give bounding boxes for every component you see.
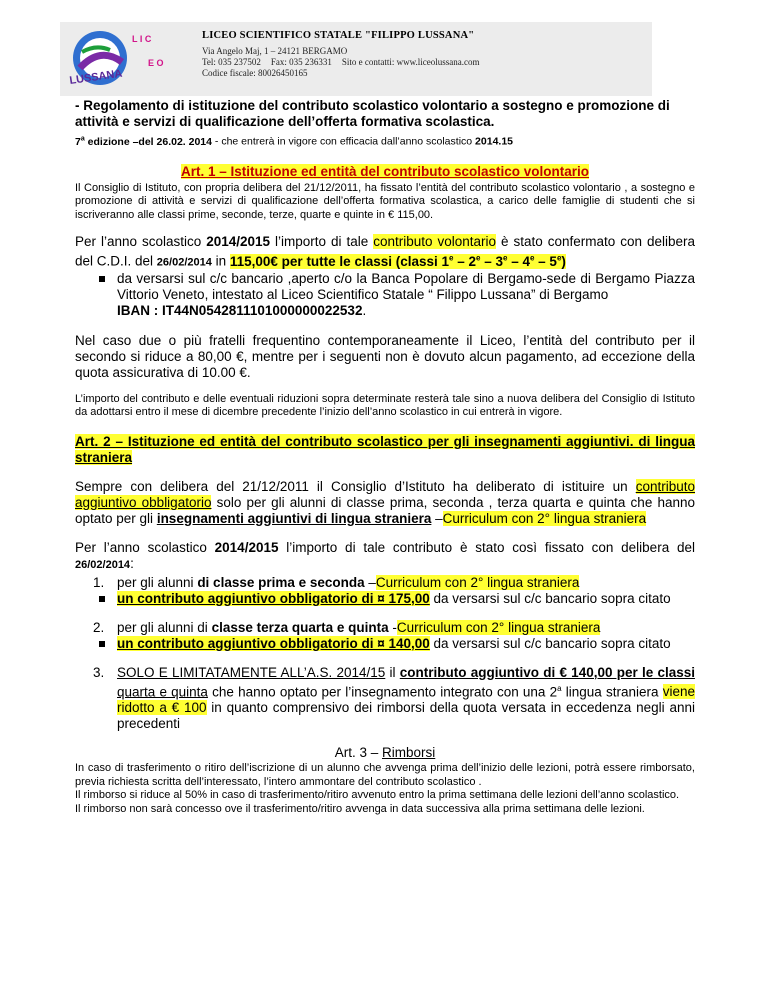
art2-item-1: 1. per gli alunni di classe prima e seconda –Curriculum con 2° lingua straniera — [93, 574, 580, 590]
school-tel: Tel: 035 237502 — [202, 57, 261, 67]
document-title: - Regolamento di istituzione del contributo scolastico volontario a sostegno e promozione di attività e servizi di qualificazione dell’offerta formativa scolastica. — [75, 98, 670, 129]
art2-heading: Art. 2 – Istituzione ed entità del contributo scolastico per gli insegnamenti aggiuntivi. di lingua straniera — [75, 433, 695, 465]
school-address: Via Angelo Maj, 1 – 24121 BERGAMO — [202, 46, 348, 56]
art2-item-2: 2. per gli alunni di classe terza quarta e quinta -Curriculum con 2° lingua straniera — [93, 619, 601, 635]
iban: IBAN : IT44N0542811101000000022532 — [117, 302, 363, 318]
svg-text:L I C: L I C — [132, 34, 152, 44]
letterhead — [60, 22, 652, 96]
art2-item-2-bullet: un contributo aggiuntivo obbligatorio di ¤ 140,00 da versarsi sul c/c bancario sopra citato — [75, 636, 695, 652]
school-name: LICEO SCIENTIFICO STATALE "FILIPPO LUSSANA" — [202, 30, 475, 41]
school-contacts — [202, 46, 480, 79]
art2-paragraph-2: Per l’anno scolastico 2014/2015 l’importo di tale contributo è stato così fissato con delibera del 26/02/2014: — [75, 539, 695, 571]
school-fiscal-code: Codice fiscale: 80026450165 — [202, 68, 308, 78]
school-fax: Fax: 035 236331 — [270, 57, 332, 67]
art2-paragraph-1: Sempre con delibera del 21/12/2011 il Consiglio d’Istituto ha deliberato di istituire un contributo aggiuntivo obbligatorio solo per gli alunni di classe prima, seconda , terza quarta e quinta che hanno optato per gli insegnamenti aggiuntivi di lingua straniera –Curriculum con 2° lingua straniera — [75, 478, 695, 526]
svg-text:LUSSANA: LUSSANA — [68, 67, 124, 87]
document-body — [75, 98, 695, 816]
art1-paragraph-1: Il Consiglio di Istituto, con propria delibera del 21/12/2011, ha fissato l’entità del contributo scolastico volontario , a sostegno e promozione di attività e servizi di qualificazione dell’offerta formativa scolastica, a carico delle famiglie di studenti che si iscriveranno alle classi prime, seconde, terze, quarte e quinte in € 115,00. — [75, 181, 695, 221]
art1-paragraph-4: L’importo del contributo e delle eventuali riduzioni sopra determinate resterà tale sino a nuova delibera del Consiglio di Istituto da adottarsi entro il mese di dicembre precedente l’inizio dell’anno scolastico in cui entrerà in vigore. — [75, 392, 695, 418]
school-logo-icon — [66, 26, 186, 92]
art1-heading: Art. 1 – Istituzione ed entità del contributo scolastico volontario — [180, 163, 590, 179]
art3-paragraph-3: Il rimborso non sarà concesso ove il trasferimento/ritiro avvenga in data successiva alla prima settimana delle lezioni. — [75, 802, 645, 815]
art1-bullet: da versarsi sul c/c bancario ,aperto c/o la Banca Popolare di Bergamo-sede di Bergamo Piazza Vittorio Veneto, intestato al Liceo Scientifico Statale “ Filippo Lussana” di Bergamo IBAN : IT44N0542811101000000022532. — [75, 271, 695, 319]
art2-item-1-bullet: un contributo aggiuntivo obbligatorio di ¤ 175,00 da versarsi sul c/c bancario sopra citato — [75, 591, 695, 607]
svg-text:E O: E O — [148, 58, 164, 68]
art2-item-3: 3. SOLO E LIMITATAMENTE ALL’A.S. 2014/15 il contributo aggiuntivo di € 140,00 per le classi quarta e quinta che hanno optato per l’insegnamento integrato con una 2$^a$ lingua straniera viene ridotto a € 100 in quanto comprensivo dei rimborsi della quota versata in eccedenza negli anni precedenti — [93, 664, 695, 731]
art3-paragraph-1: In caso di trasferimento o ritiro dell’iscrizione di un alunno che avvenga prima dell’inizio delle lezioni, potrà essere rimborsato, previa richiesta scritta dell’interessato, l’intero ammontare del contributo scolastico . — [75, 762, 695, 788]
school-site: Sito e contatti: www.liceolussana.com — [341, 57, 480, 67]
art3-paragraph-2: Il rimborso si riduce al 50% in caso di trasferimento/ritiro avvenuto entro la prima settimana delle lezioni dell’anno scolastico. — [75, 789, 680, 801]
art1-paragraph-3: Nel caso due o più fratelli frequentino contemporaneamente il Liceo, l’entità del contributo per il secondo si riduce a 80,00 €, mentre per i seguenti non è dovuto alcun pagamento, ad eccezione della quota assicurativa di 10.00 €. — [75, 332, 695, 380]
art1-paragraph-2: Per l’anno scolastico 2014/2015 l’importo di tale contributo volontario è stato confermato con delibera del C.D.I. del 26/02/2014 in 115,00€ per tutte le classi (classi 1e – 2e – 3e – 4e – 5e) — [75, 234, 695, 269]
bullet-square-icon — [99, 596, 105, 602]
bullet-square-icon — [99, 276, 105, 282]
edition-line: 7$^a$ edizione –del 26.02. 2014 - che entrerà in vigore con efficacia dall’anno scolastico 2014.15 — [75, 135, 514, 148]
art3-heading: Art. 3 – Rimborsi — [334, 745, 436, 760]
bullet-square-icon — [99, 641, 105, 647]
